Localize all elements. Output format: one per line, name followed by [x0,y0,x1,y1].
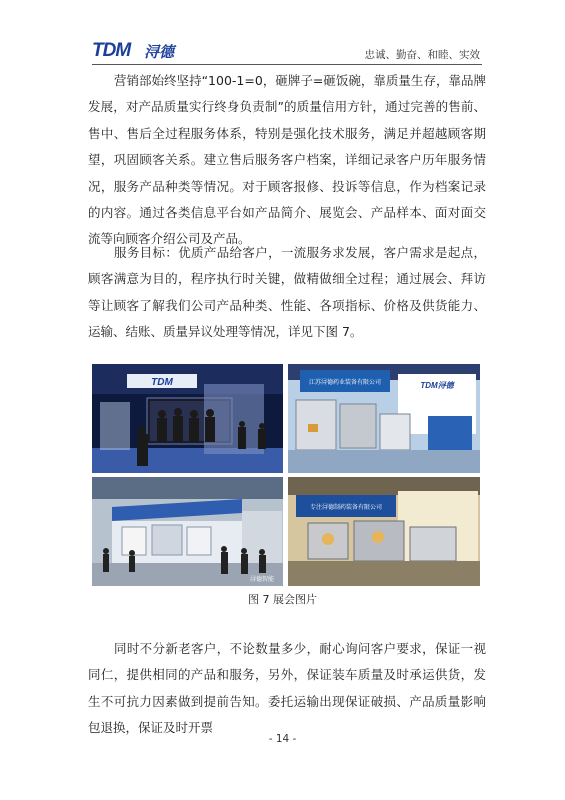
exhibition-photo-3 [92,477,283,586]
figure-caption: 图 7 展会图片 [248,593,317,606]
paragraph-marketing-policy [88,68,486,253]
company-logo-cn: 浔德 [144,43,175,61]
company-motto: 忠诚、勤奋、和睦、实效 [364,49,480,61]
page-number: - 14 - [268,733,297,745]
exhibition-photo-2 [288,364,480,473]
exhibition-photo-4 [288,477,480,586]
exhibition-photo-grid [92,364,480,586]
paragraph-service-goals [88,240,486,346]
booth-banner-text: 江苏浔德药业装备有限公司 [308,379,382,386]
company-logo: TDM [92,40,131,61]
booth-banner-logo: TDM [151,377,173,388]
exhibition-photo-1 [92,364,283,473]
paragraph-text: 同时不分新老客户，不论数量多少，耐心询问客户要求，保证一视同仁，提供相同的产品和服务，另外，保证装车质量及时承运供货，发生不可抗力因素做到提前告知。委托运输出现保证破损、产品质量影响包退换，保证及时开票 [88,641,486,736]
page-header [92,36,482,65]
booth-logo: TDM浔德 [420,381,454,390]
booth-banner-text-2: 专注浔德制药装备有限公司 [309,504,383,511]
photo-watermark: 浔德智能 [250,576,275,583]
paragraph-customer-equality [88,636,486,742]
paragraph-text: 服务目标：优质产品给客户，一流服务求发展，客户需求是起点，顾客满意为目的，程序执行时关键，做精做细全过程；通过展会、拜访等让顾客了解我们公司产品种类、性能、各项指标、价格及供货能力、运输、结账、质量异议处理等情况，详见下图 7。 [88,245,486,340]
paragraph-text: 营销部始终坚持“100-1=0，砸牌子=砸饭碗，靠质量生存，靠品牌发展，对产品质量实行终身负责制”的质量信用方针，通过完善的售前、售中、售后全过程服务体系，特别是强化技术服务，满足并超越顾客期望，巩固顾客关系。建立售后服务客户档案，详细记录客户历年服务情况，服务产品种类等情况。对于顾客报修、投诉等信息，作为档案记录的内容。通过各类信息平台如产品简介、展览会、产品样本、面对面交流等向顾客介绍公司及产品。 [88,73,486,247]
